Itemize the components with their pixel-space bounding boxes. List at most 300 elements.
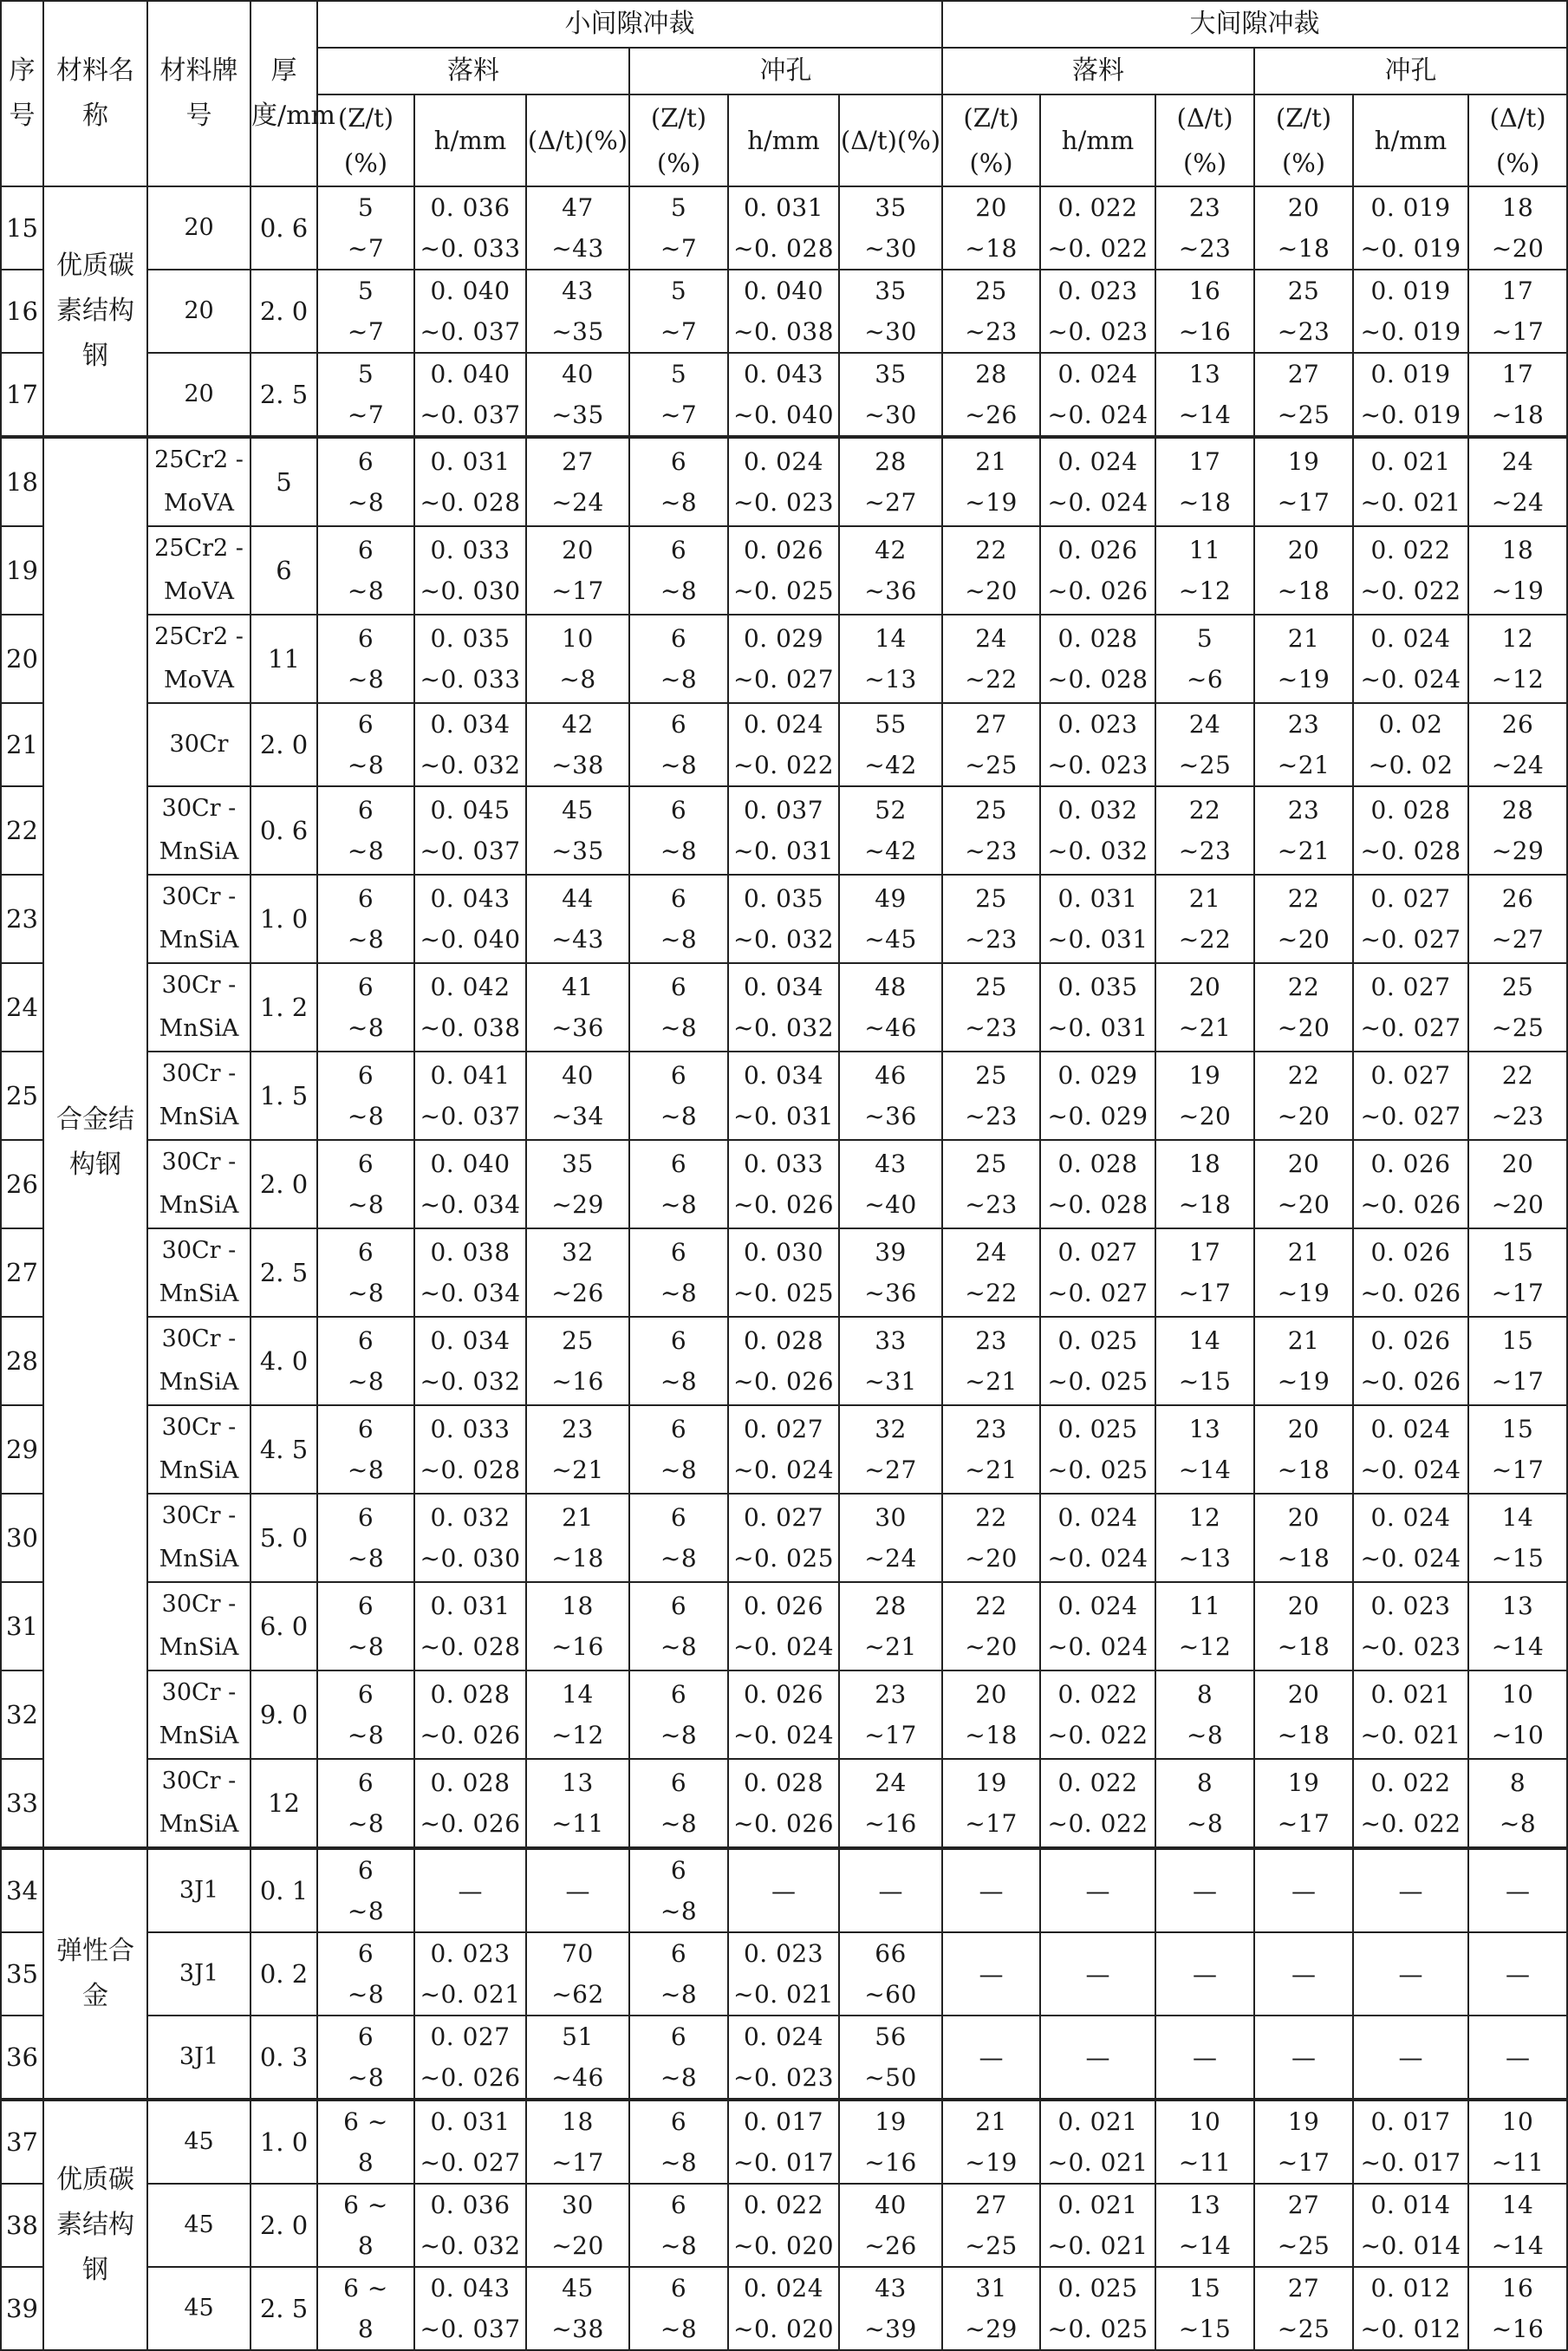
row-number: 33 — [1, 1759, 43, 1848]
value-cell — [1040, 1228, 1155, 1317]
value-upper: 5 — [1196, 624, 1213, 653]
value-upper: 21 — [1287, 624, 1320, 653]
value-cell — [728, 1052, 839, 1140]
value-cell — [728, 186, 839, 270]
value-upper: 25 — [975, 796, 1007, 824]
value-cell — [839, 1670, 942, 1759]
value-cell — [1254, 1140, 1353, 1228]
value-cell — [942, 1494, 1040, 1582]
value-lower: ~8 — [347, 1013, 385, 1042]
material-grade: 30Cr -MnSiA — [147, 1052, 250, 1140]
value-upper: 0. 034 — [430, 710, 511, 739]
value-cell — [629, 1140, 728, 1228]
value-cell — [728, 2267, 839, 2350]
value-upper: 10 — [1188, 2107, 1221, 2136]
value-lower: ~0. 022 — [1047, 1721, 1148, 1749]
value-lower: ~0. 02 — [1368, 751, 1454, 779]
value-upper: 22 — [975, 536, 1007, 564]
value-upper: 0. 021 — [1370, 447, 1451, 476]
value-cell — [728, 1670, 839, 1759]
value-cell — [1254, 615, 1353, 703]
value-cell — [1254, 963, 1353, 1052]
value-lower: ~8 — [347, 488, 385, 517]
value-cell — [526, 1052, 629, 1140]
value-cell — [1155, 437, 1254, 526]
value-cell — [728, 2184, 839, 2267]
value-upper: 0. 026 — [1370, 1149, 1451, 1178]
value-upper: 6 — [670, 710, 687, 739]
value-lower: ~0. 021 — [420, 1980, 521, 2009]
value-lower: ~16 — [1491, 2315, 1545, 2343]
value-cell — [317, 437, 414, 526]
value-lower: ~8 — [660, 1897, 698, 1925]
value-cell — [526, 353, 629, 437]
value-cell — [526, 2016, 629, 2100]
value-cell — [317, 1228, 414, 1317]
value-lower: ~30 — [864, 401, 917, 429]
value-upper: 0. 021 — [1057, 2107, 1138, 2136]
header-unit-dt: (Δ/t)(%) — [526, 94, 629, 186]
value-lower: ~62 — [551, 1980, 604, 2009]
value-cell — [526, 1405, 629, 1494]
value-upper: 6 — [357, 1149, 374, 1178]
value-upper: 43 — [875, 2274, 907, 2302]
value-upper: 6 — [670, 447, 687, 476]
value-upper: 0. 023 — [1370, 1592, 1451, 1620]
value-upper: 6 — [670, 624, 687, 653]
value-lower: ~12 — [1178, 576, 1232, 605]
header-large-punching: 冲孔 — [1254, 48, 1567, 94]
value-cell — [414, 2016, 526, 2100]
material-grade: 20 — [147, 270, 250, 353]
value-cell — [1468, 703, 1567, 786]
value-cell — [414, 2100, 526, 2184]
value-lower: ~6 — [1186, 665, 1224, 694]
header-unit-zt: (Z/t)(%) — [1254, 94, 1353, 186]
thickness-value: 2. 0 — [250, 270, 317, 353]
value-lower: ~20 — [965, 1544, 1018, 1573]
value-lower: ~14 — [1178, 401, 1232, 429]
thickness-value: 9. 0 — [250, 1670, 317, 1759]
value-lower: ~20 — [551, 2231, 604, 2260]
value-upper: 18 — [1501, 193, 1534, 222]
table-row — [1, 2100, 1567, 2184]
value-lower: ~0. 025 — [732, 1544, 835, 1573]
value-lower: ~7 — [660, 317, 698, 346]
value-lower: ~17 — [1491, 317, 1545, 346]
header-small-punching: 冲孔 — [629, 48, 942, 94]
value-upper: 28 — [875, 447, 907, 476]
value-upper: 0. 027 — [1370, 884, 1451, 913]
value-cell: — — [1254, 1848, 1353, 1932]
value-upper: 6 — [357, 1415, 374, 1443]
row-number: 39 — [1, 2267, 43, 2350]
value-cell — [942, 2184, 1040, 2267]
value-upper: 40 — [562, 1061, 594, 1090]
value-lower: ~8 — [660, 576, 698, 605]
value-cell — [414, 1228, 526, 1317]
value-lower: ~22 — [965, 665, 1018, 694]
value-lower: ~23 — [965, 317, 1018, 346]
value-upper: 0. 024 — [1057, 1503, 1138, 1532]
value-lower: ~50 — [864, 2063, 917, 2092]
value-lower: ~0. 028 — [420, 1632, 521, 1661]
value-cell — [414, 2267, 526, 2350]
value-lower: ~0. 024 — [732, 1721, 835, 1749]
value-upper: 21 — [1287, 1326, 1320, 1355]
value-cell — [1155, 703, 1254, 786]
value-upper: 5 — [670, 360, 687, 388]
value-lower: ~13 — [1178, 1544, 1232, 1573]
value-lower: ~0. 022 — [732, 751, 835, 779]
value-lower: ~0. 026 — [1360, 1367, 1461, 1396]
value-upper: 6 — [670, 536, 687, 564]
value-cell — [942, 2100, 1040, 2184]
thickness-value: 11 — [250, 615, 317, 703]
value-lower: ~0. 024 — [1360, 1544, 1461, 1573]
value-cell — [1254, 437, 1353, 526]
value-cell: — — [839, 1848, 942, 1932]
value-lower: ~15 — [1178, 2315, 1232, 2343]
value-upper: 24 — [975, 1238, 1007, 1267]
value-upper: 40 — [875, 2191, 907, 2219]
value-upper: 23 — [975, 1326, 1007, 1355]
value-cell: — — [1040, 1932, 1155, 2016]
value-cell — [1155, 875, 1254, 963]
value-upper: 6 ~ — [343, 2107, 388, 2136]
value-upper: 0. 028 — [430, 1680, 511, 1709]
value-cell — [414, 186, 526, 270]
value-lower: ~7 — [660, 234, 698, 263]
value-lower: ~35 — [551, 401, 604, 429]
value-upper: 0. 035 — [743, 884, 824, 913]
value-cell — [317, 270, 414, 353]
value-cell — [1040, 2100, 1155, 2184]
value-cell — [1353, 1140, 1468, 1228]
header-unit-zt: (Z/t)(%) — [942, 94, 1040, 186]
value-upper: 0. 040 — [430, 360, 511, 388]
thickness-value: 4. 0 — [250, 1317, 317, 1405]
row-number: 18 — [1, 437, 43, 526]
thickness-value: 0. 6 — [250, 186, 317, 270]
value-cell — [728, 353, 839, 437]
thickness-value: 2. 5 — [250, 1228, 317, 1317]
table-row — [1, 1317, 1567, 1405]
value-upper: 24 — [1501, 447, 1534, 476]
value-upper: 10 — [1501, 1680, 1534, 1709]
value-cell: — — [414, 1848, 526, 1932]
value-lower: ~0. 025 — [1047, 1456, 1148, 1484]
value-lower: ~0. 037 — [420, 2315, 521, 2343]
value-cell: — — [1254, 2016, 1353, 2100]
value-lower: ~0. 030 — [420, 1544, 521, 1573]
value-upper: 6 — [357, 624, 374, 653]
row-number: 35 — [1, 1932, 43, 2016]
value-cell — [1040, 270, 1155, 353]
value-cell — [317, 1848, 414, 1932]
header-small-blanking: 落料 — [317, 48, 629, 94]
value-upper: 0. 045 — [430, 796, 511, 824]
value-upper: 0. 023 — [743, 1939, 824, 1968]
value-upper: 0. 014 — [1370, 2191, 1451, 2219]
material-grade: 3J1 — [147, 2016, 250, 2100]
value-lower: ~46 — [864, 1013, 917, 1042]
value-lower: ~20 — [1491, 234, 1545, 263]
value-upper: 0. 043 — [430, 884, 511, 913]
value-cell — [1155, 2267, 1254, 2350]
value-upper: 32 — [875, 1415, 907, 1443]
value-lower: ~8 — [347, 1809, 385, 1838]
value-upper: 0. 017 — [1370, 2107, 1451, 2136]
header-unit-h: h/mm — [1040, 94, 1155, 186]
value-lower: ~8 — [660, 2231, 698, 2260]
value-cell: — — [1353, 1848, 1468, 1932]
value-lower: ~0. 023 — [1360, 1632, 1461, 1661]
value-upper: 0. 042 — [430, 973, 511, 1001]
value-lower: ~0. 021 — [1047, 2231, 1148, 2260]
value-upper: 0. 043 — [430, 2274, 511, 2302]
thickness-value: 0. 6 — [250, 786, 317, 875]
material-grade: 3J1 — [147, 1848, 250, 1932]
value-lower: ~8 — [559, 665, 596, 694]
value-upper: 0. 022 — [1057, 1680, 1138, 1709]
value-upper: 21 — [975, 2107, 1007, 2136]
value-lower: ~7 — [347, 401, 385, 429]
row-number: 17 — [1, 353, 43, 437]
value-cell — [1155, 615, 1254, 703]
value-upper: 0. 024 — [743, 447, 824, 476]
table-row — [1, 2184, 1567, 2267]
value-lower: ~0. 032 — [1047, 837, 1148, 865]
value-cell — [1468, 1228, 1567, 1317]
thickness-value: 1. 2 — [250, 963, 317, 1052]
value-cell — [1040, 1759, 1155, 1848]
value-lower: ~24 — [1491, 488, 1545, 517]
value-lower: ~43 — [551, 925, 604, 954]
value-upper: 0. 028 — [743, 1768, 824, 1797]
value-lower: ~8 — [660, 751, 698, 779]
value-lower: ~25 — [1277, 2231, 1331, 2260]
value-upper: 15 — [1501, 1326, 1534, 1355]
value-upper: 6 — [670, 1939, 687, 1968]
value-cell — [1468, 437, 1567, 526]
value-cell — [526, 1759, 629, 1848]
value-upper: 0. 031 — [743, 193, 824, 222]
value-upper: 6 — [357, 1238, 374, 1267]
value-upper: 28 — [1501, 796, 1534, 824]
value-cell — [1254, 186, 1353, 270]
value-lower: ~0. 030 — [420, 576, 521, 605]
material-grade: 30Cr -MnSiA — [147, 1494, 250, 1582]
value-lower: ~0. 031 — [1047, 925, 1148, 954]
value-upper: 20 — [1287, 1149, 1320, 1178]
value-lower: ~0. 019 — [1360, 317, 1461, 346]
value-upper: 0. 022 — [1057, 1768, 1138, 1797]
value-upper: 25 — [1501, 973, 1534, 1001]
value-lower: ~0. 026 — [1360, 1190, 1461, 1219]
material-grade: 25Cr2 -MoVA — [147, 437, 250, 526]
value-lower: ~19 — [1277, 665, 1331, 694]
value-lower: ~46 — [551, 2063, 604, 2092]
value-upper: 27 — [975, 710, 1007, 739]
value-cell — [526, 270, 629, 353]
value-cell — [629, 353, 728, 437]
value-upper: 6 — [357, 2022, 374, 2051]
value-lower: ~0. 021 — [1360, 488, 1461, 517]
value-cell — [1040, 353, 1155, 437]
value-cell — [1353, 270, 1468, 353]
value-lower: ~0. 029 — [1047, 1102, 1148, 1130]
value-cell — [1254, 1228, 1353, 1317]
value-cell — [1155, 786, 1254, 875]
value-lower: ~8 — [660, 1632, 698, 1661]
value-cell — [629, 270, 728, 353]
value-upper: 6 — [670, 2191, 687, 2219]
value-cell — [526, 786, 629, 875]
value-lower: ~18 — [1277, 576, 1331, 605]
row-number: 28 — [1, 1317, 43, 1405]
value-lower: ~0. 024 — [1047, 488, 1148, 517]
value-upper: 30 — [875, 1503, 907, 1532]
value-cell — [1155, 353, 1254, 437]
value-upper: 0. 034 — [743, 1061, 824, 1090]
value-lower: ~7 — [347, 317, 385, 346]
row-number: 24 — [1, 963, 43, 1052]
value-upper: 0. 02 — [1378, 710, 1443, 739]
value-upper: 43 — [875, 1149, 907, 1178]
value-cell — [839, 1317, 942, 1405]
table-row — [1, 270, 1567, 353]
value-cell — [1468, 1494, 1567, 1582]
value-cell — [317, 1317, 414, 1405]
table-row — [1, 353, 1567, 437]
value-upper: 0. 028 — [743, 1326, 824, 1355]
value-lower: ~21 — [1277, 837, 1331, 865]
value-upper: 15 — [1501, 1238, 1534, 1267]
value-lower: ~0. 026 — [732, 1190, 835, 1219]
value-cell — [1254, 270, 1353, 353]
value-upper: 0. 024 — [743, 710, 824, 739]
value-cell — [1353, 2267, 1468, 2350]
value-lower: ~20 — [1178, 1102, 1232, 1130]
value-upper: 0. 026 — [743, 1680, 824, 1709]
value-cell — [414, 526, 526, 615]
value-upper: 35 — [562, 1149, 594, 1178]
value-lower: ~25 — [1178, 751, 1232, 779]
value-cell — [526, 1670, 629, 1759]
value-lower: ~8 — [660, 1367, 698, 1396]
value-cell — [942, 1670, 1040, 1759]
value-lower: ~0. 028 — [732, 234, 835, 263]
value-cell — [1468, 2184, 1567, 2267]
value-upper: 0. 022 — [743, 2191, 824, 2219]
material-name: 优质碳素结构钢 — [43, 186, 147, 437]
value-cell — [414, 1494, 526, 1582]
value-lower: ~0. 022 — [1360, 1809, 1461, 1838]
value-upper: 42 — [562, 710, 594, 739]
value-lower: ~8 — [660, 1013, 698, 1042]
value-upper: 27 — [975, 2191, 1007, 2219]
value-lower: ~29 — [965, 2315, 1018, 2343]
value-lower: ~8 — [660, 925, 698, 954]
value-lower: ~17 — [864, 1721, 917, 1749]
value-cell — [728, 1932, 839, 2016]
value-cell — [317, 1759, 414, 1848]
value-cell — [629, 437, 728, 526]
value-cell — [526, 1932, 629, 2016]
value-upper: 25 — [975, 1061, 1007, 1090]
value-upper: 0. 027 — [1057, 1238, 1138, 1267]
value-cell — [1040, 1494, 1155, 1582]
value-upper: 0. 028 — [1057, 1149, 1138, 1178]
value-cell: — — [1353, 2016, 1468, 2100]
value-cell — [728, 963, 839, 1052]
material-grade: 30Cr -MnSiA — [147, 1759, 250, 1848]
table-row — [1, 526, 1567, 615]
value-lower: ~35 — [551, 837, 604, 865]
value-lower: ~0. 037 — [420, 1102, 521, 1130]
value-upper: 0. 034 — [743, 973, 824, 1001]
value-cell — [414, 353, 526, 437]
value-upper: 12 — [1188, 1503, 1221, 1532]
value-cell — [317, 2267, 414, 2350]
value-lower: ~8 — [347, 1456, 385, 1484]
value-upper: 19 — [1287, 1768, 1320, 1797]
value-upper: 13 — [1188, 2191, 1221, 2219]
value-upper: 6 — [670, 1856, 687, 1885]
value-cell — [839, 1932, 942, 2016]
value-lower: ~8 — [660, 1456, 698, 1484]
value-upper: 26 — [1501, 710, 1534, 739]
value-lower: ~0. 037 — [420, 401, 521, 429]
value-cell — [728, 1494, 839, 1582]
value-upper: 28 — [975, 360, 1007, 388]
material-grade: 3J1 — [147, 1932, 250, 2016]
value-cell — [1040, 1140, 1155, 1228]
table-row — [1, 1405, 1567, 1494]
value-upper: 17 — [1501, 277, 1534, 305]
value-lower: ~17 — [1178, 1279, 1232, 1307]
value-cell — [414, 437, 526, 526]
value-cell — [1254, 1052, 1353, 1140]
value-cell — [317, 353, 414, 437]
value-lower: ~0. 028 — [420, 1456, 521, 1484]
value-upper: 32 — [562, 1238, 594, 1267]
value-lower: ~8 — [660, 2315, 698, 2343]
value-upper: 6 — [670, 884, 687, 913]
value-lower: ~43 — [551, 234, 604, 263]
value-upper: 23 — [1188, 193, 1221, 222]
value-upper: 18 — [1501, 536, 1534, 564]
value-upper: 0. 032 — [1057, 796, 1138, 824]
value-lower: ~24 — [551, 488, 604, 517]
value-cell — [414, 615, 526, 703]
value-lower: ~23 — [1277, 317, 1331, 346]
value-upper: 0. 024 — [743, 2022, 824, 2051]
value-cell — [414, 1405, 526, 1494]
value-cell — [1254, 703, 1353, 786]
value-lower: ~8 — [1186, 1721, 1224, 1749]
value-cell — [1468, 353, 1567, 437]
value-upper: 13 — [562, 1768, 594, 1797]
value-cell — [1353, 186, 1468, 270]
value-lower: ~0. 038 — [420, 1013, 521, 1042]
value-lower: ~8 — [347, 1980, 385, 2009]
value-cell — [942, 786, 1040, 875]
value-cell — [1155, 2100, 1254, 2184]
value-cell — [1254, 786, 1353, 875]
value-cell — [839, 2100, 942, 2184]
